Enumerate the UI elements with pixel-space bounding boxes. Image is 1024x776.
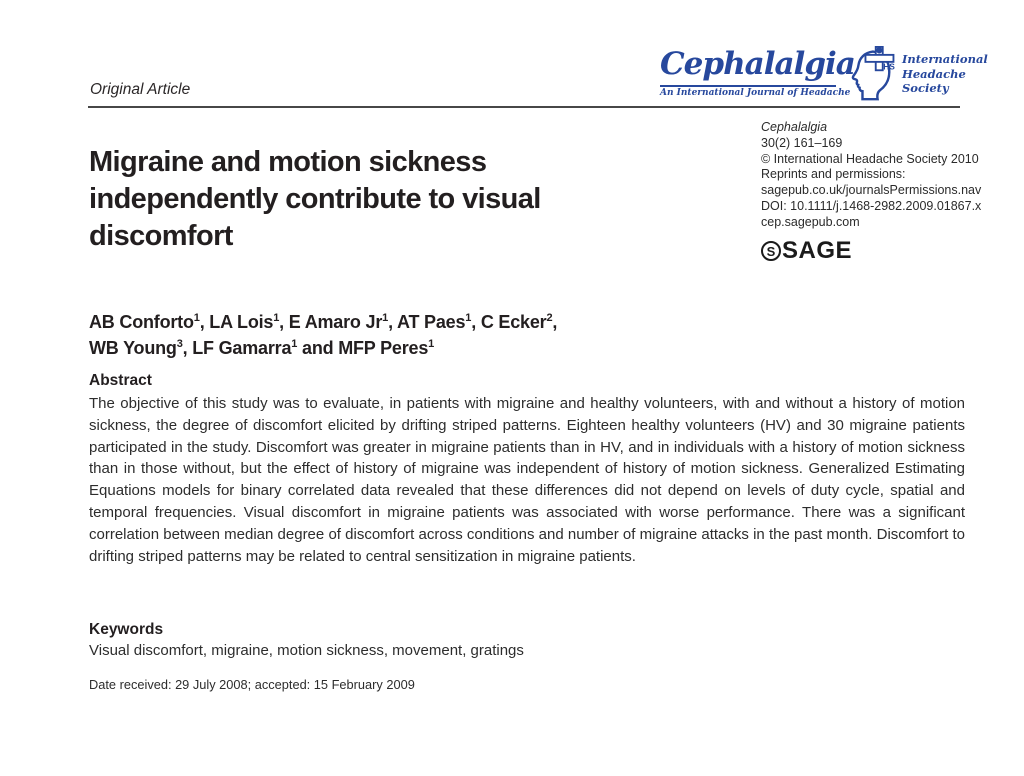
reprints-line: Reprints and permissions: xyxy=(761,167,906,182)
volume-issue-pages: 30(2) 161–169 xyxy=(761,135,843,150)
article-type-label: Original Article xyxy=(90,81,191,98)
article-title-line: discomfort xyxy=(89,220,233,252)
sage-wordmark: SAGE xyxy=(782,237,853,264)
author-line: AB Conforto$^1$, LA Lois$^1$, E Amaro Jr$^1$, AT Paes$^1$, C Ecker$^2$, xyxy=(89,312,558,332)
sage-circle-s-icon: S xyxy=(761,241,781,261)
doi-line: DOI: 10.1111/j.1468-2982.2009.01867.x xyxy=(761,198,982,213)
article-title-line: Migraine and motion sickness xyxy=(89,146,487,178)
cephalalgia-tagline: An International Journal of Headache xyxy=(660,88,851,98)
ihs-logo xyxy=(846,46,988,107)
cephalalgia-wordmark: Cephalalgia xyxy=(660,46,855,82)
journal-url: cep.sagepub.com xyxy=(761,214,860,229)
ihs-text-line: Headache xyxy=(902,66,966,81)
head-profile-icon xyxy=(846,46,898,107)
received-accepted-dates: Date received: 29 July 2008; accepted: 15 February 2009 xyxy=(89,677,415,692)
abstract-heading: Abstract xyxy=(89,372,152,389)
journal-name: Cephalalgia xyxy=(761,120,828,134)
keywords-heading: Keywords xyxy=(89,621,164,638)
ihs-logo-text xyxy=(902,52,988,96)
journal-citation-block xyxy=(761,120,1001,231)
abstract-text: The objective of this study was to evaluate, in patients with migraine and healthy volunteers, with and without a history of motion sickness, the degree of discomfort elicited by drifting striped patterns. Eighteen healthy volunteers (HV) and 30 migraine patients participated in the study. Discomfort was greater in migraine patients than in HV, and in individuals with a history of motion sickness than in those without, but the effect of history of migraine was independent of history of motion sickness. Generalized Estimating Equations models for binary correlated data revealed that these differences did not depend on levels of duty cycle, spatial and temporal frequencies. Visual discomfort in migraine patients was associated with worse performance. There was a significant correlation between median degree of discomfort across conditions and number of migraine attacks in the past month. Discomfort to drifting striped patterns may be related to central sensitization in migraine patients. xyxy=(89,395,965,565)
author-line: WB Young$^3$, LF Gamarra$^1$ and MFP Peres$^1$ xyxy=(89,338,435,358)
permissions-url: sagepub.co.uk/journalsPermissions.nav xyxy=(761,183,982,198)
ihs-cross-letters: HS xyxy=(883,61,895,72)
article-title-line: independently contribute to visual xyxy=(89,183,541,215)
article-title xyxy=(89,144,541,255)
ihs-text-line: International xyxy=(902,52,988,66)
author-list xyxy=(89,309,557,361)
header-divider xyxy=(88,106,960,108)
keywords-text: Visual discomfort, migraine, motion sickness, movement, gratings xyxy=(89,642,524,659)
sage-logo xyxy=(761,237,853,264)
copyright-line: © International Headache Society 2010 xyxy=(761,151,979,166)
cephalalgia-underline xyxy=(660,85,836,87)
cephalalgia-logo xyxy=(660,44,855,98)
ihs-text-line: Society xyxy=(902,81,949,95)
